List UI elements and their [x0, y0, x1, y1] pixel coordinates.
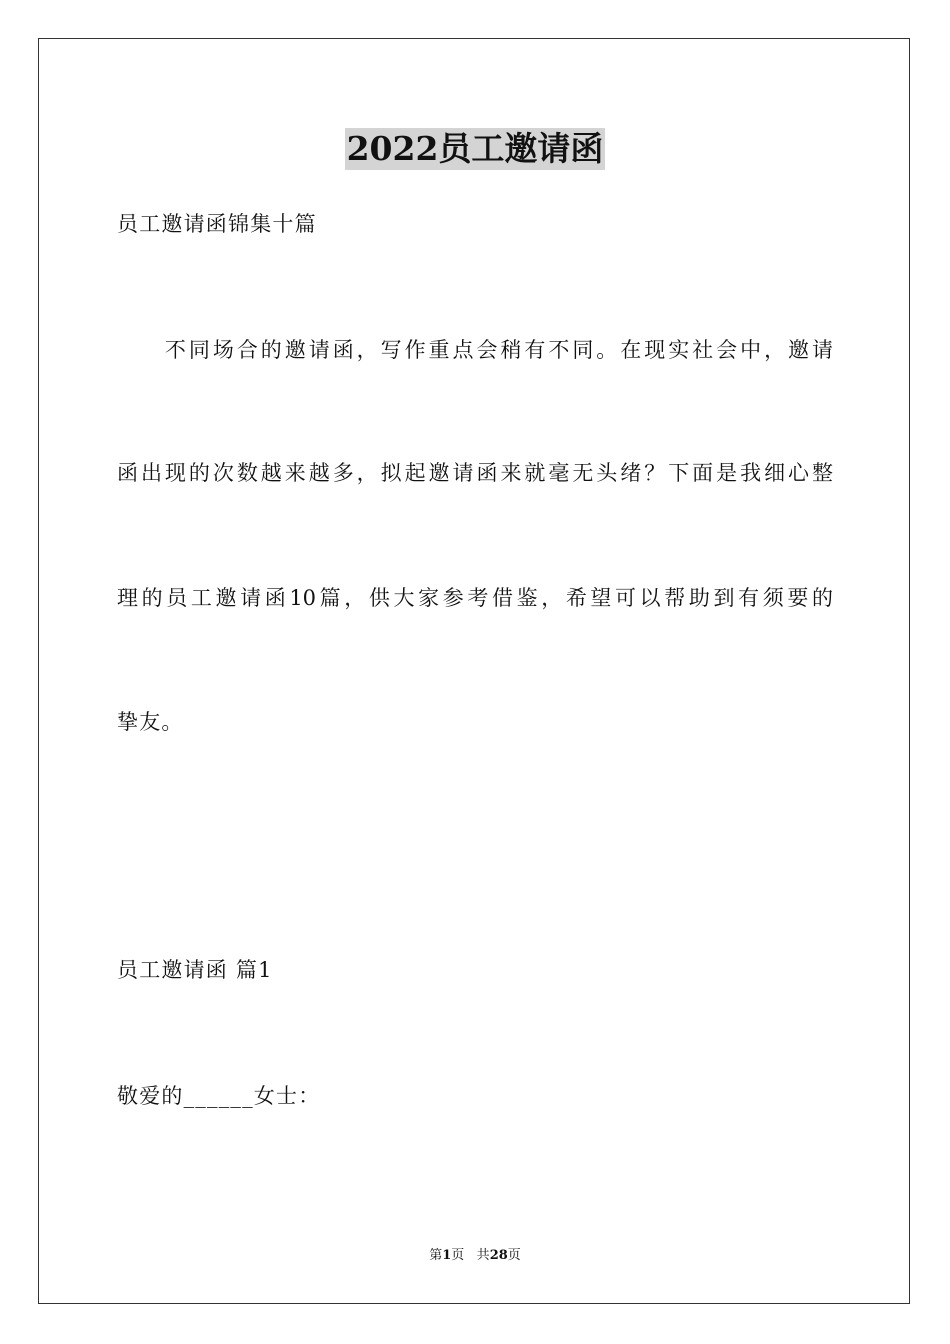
subtitle: 员工邀请函锦集十篇 [117, 212, 317, 236]
intro-line-2: 函出现的次数越来越多，拟起邀请函来就毫无头绪？下面是我细心整 [117, 461, 833, 485]
intro-line-4: 挚友。 [117, 710, 184, 734]
total-prefix: 共 [476, 1248, 490, 1263]
document-title: 2022员工邀请函 [346, 129, 604, 168]
title-wrap [0, 128, 950, 170]
page-number: 1 [442, 1248, 452, 1263]
section-heading: 员工邀请函 篇1 [117, 958, 273, 982]
page-suffix: 页 [451, 1248, 465, 1263]
intro-line-3: 理的员工邀请函10篇，供大家参考借鉴，希望可以帮助到有须要的 [117, 586, 833, 610]
intro-line-1: 不同场合的邀请函，写作重点会稍有不同。在现实社会中，邀请 [117, 338, 833, 362]
total-suffix: 页 [507, 1248, 521, 1263]
total-pages: 28 [489, 1248, 508, 1263]
page-prefix: 第 [429, 1248, 443, 1263]
page-footer [0, 1246, 950, 1266]
salutation: 敬爱的______女士： [117, 1084, 321, 1108]
